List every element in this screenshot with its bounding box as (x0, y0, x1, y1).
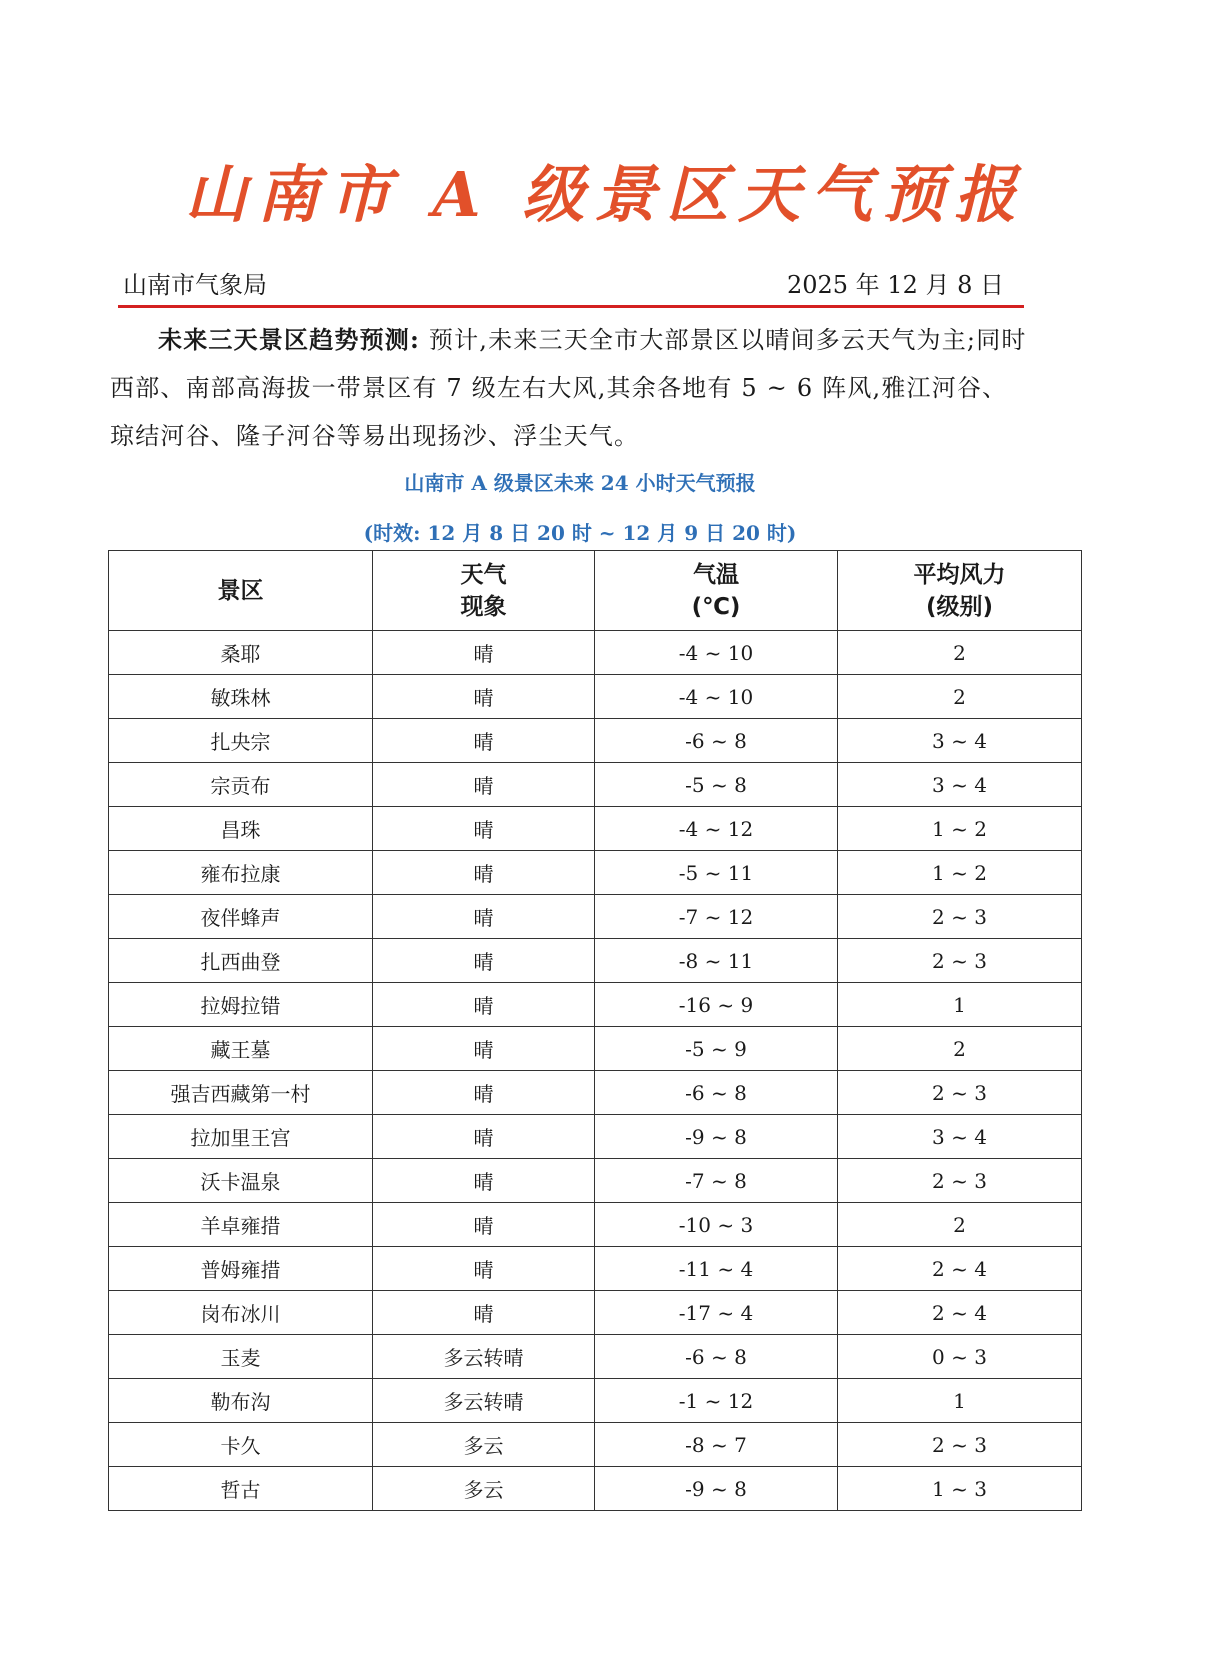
header-temp-line2: (℃) (691, 593, 741, 620)
summary-lead: 未来三天景区趋势预测: (158, 325, 421, 354)
cell-scenic: 昌珠 (109, 807, 373, 851)
cell-wind: 1 ~ 3 (838, 1467, 1082, 1511)
cell-wind: 2 ~ 4 (838, 1247, 1082, 1291)
cell-wind: 2 ~ 3 (838, 895, 1082, 939)
table-row (109, 1027, 1082, 1071)
cell-weather: 晴 (373, 851, 595, 895)
cell-temperature: -9 ~ 8 (595, 1115, 838, 1159)
cell-wind: 2 ~ 3 (838, 1159, 1082, 1203)
cell-weather: 多云转晴 (373, 1379, 595, 1423)
table-row (109, 939, 1082, 983)
table-title: 山南市 A 级景区未来 24 小时天气预报 (404, 471, 756, 495)
cell-weather: 晴 (373, 719, 595, 763)
cell-temperature: -8 ~ 11 (595, 939, 838, 983)
cell-temperature: -5 ~ 11 (595, 851, 838, 895)
table-row (109, 1423, 1082, 1467)
table-row (109, 807, 1082, 851)
cell-scenic: 扎央宗 (109, 719, 373, 763)
cell-wind: 2 (838, 631, 1082, 675)
table-row (109, 1203, 1082, 1247)
cell-weather: 晴 (373, 983, 595, 1027)
cell-temperature: -9 ~ 8 (595, 1467, 838, 1511)
cell-temperature: -16 ~ 9 (595, 983, 838, 1027)
cell-scenic: 拉姆拉错 (109, 983, 373, 1027)
cell-wind: 2 ~ 3 (838, 1423, 1082, 1467)
header-wind-line1: 平均风力 (913, 561, 1006, 588)
cell-temperature: -10 ~ 3 (595, 1203, 838, 1247)
table-row (109, 1467, 1082, 1511)
cell-temperature: -17 ~ 4 (595, 1291, 838, 1335)
table-row (109, 631, 1082, 675)
header-temperature (595, 551, 838, 631)
cell-scenic: 桑耶 (109, 631, 373, 675)
cell-temperature: -5 ~ 8 (595, 763, 838, 807)
cell-weather: 多云 (373, 1467, 595, 1511)
cell-scenic: 藏王墓 (109, 1027, 373, 1071)
cell-wind: 3 ~ 4 (838, 719, 1082, 763)
table-row (109, 1335, 1082, 1379)
cell-scenic: 卡久 (109, 1423, 373, 1467)
table-row (109, 719, 1082, 763)
cell-weather: 晴 (373, 1247, 595, 1291)
cell-scenic: 沃卡温泉 (109, 1159, 373, 1203)
header-wind-line2: (级别) (925, 593, 994, 620)
cell-weather: 晴 (373, 895, 595, 939)
cell-weather: 晴 (373, 807, 595, 851)
table-row (109, 1379, 1082, 1423)
cell-weather: 多云 (373, 1423, 595, 1467)
cell-wind: 2 ~ 3 (838, 939, 1082, 983)
cell-temperature: -11 ~ 4 (595, 1247, 838, 1291)
cell-weather: 晴 (373, 1291, 595, 1335)
cell-weather: 晴 (373, 675, 595, 719)
cell-weather: 晴 (373, 1159, 595, 1203)
cell-weather: 晴 (373, 939, 595, 983)
cell-temperature: -7 ~ 8 (595, 1159, 838, 1203)
cell-wind: 1 ~ 2 (838, 851, 1082, 895)
cell-wind: 2 ~ 3 (838, 1071, 1082, 1115)
cell-scenic: 勒布沟 (109, 1379, 373, 1423)
cell-wind: 2 (838, 1027, 1082, 1071)
cell-temperature: -6 ~ 8 (595, 1335, 838, 1379)
cell-wind: 1 ~ 2 (838, 807, 1082, 851)
cell-wind: 2 (838, 675, 1082, 719)
cell-temperature: -6 ~ 8 (595, 719, 838, 763)
table-row (109, 675, 1082, 719)
cell-scenic: 敏珠林 (109, 675, 373, 719)
table-row (109, 851, 1082, 895)
table-row (109, 1071, 1082, 1115)
cell-scenic: 哲古 (109, 1467, 373, 1511)
cell-wind: 2 ~ 4 (838, 1291, 1082, 1335)
cell-scenic: 强吉西藏第一村 (109, 1071, 373, 1115)
cell-weather: 晴 (373, 631, 595, 675)
forecast-table (108, 550, 1082, 1511)
issue-date: 2025 年 12 月 8 日 (786, 271, 1004, 299)
cell-scenic: 雍布拉康 (109, 851, 373, 895)
cell-temperature: -8 ~ 7 (595, 1423, 838, 1467)
cell-temperature: -4 ~ 10 (595, 631, 838, 675)
cell-weather: 晴 (373, 1115, 595, 1159)
header-temp-line1: 气温 (693, 561, 739, 588)
page-title: 山南市 A 级景区天气预报 (184, 158, 1027, 231)
cell-weather: 晴 (373, 1071, 595, 1115)
table-row (109, 763, 1082, 807)
cell-wind: 3 ~ 4 (838, 1115, 1082, 1159)
table-row (109, 983, 1082, 1027)
cell-scenic: 普姆雍措 (109, 1247, 373, 1291)
header-wind (838, 551, 1082, 631)
cell-scenic: 羊卓雍措 (109, 1203, 373, 1247)
cell-temperature: -1 ~ 12 (595, 1379, 838, 1423)
table-row (109, 1247, 1082, 1291)
cell-scenic: 玉麦 (109, 1335, 373, 1379)
cell-temperature: -6 ~ 8 (595, 1071, 838, 1115)
cell-wind: 3 ~ 4 (838, 763, 1082, 807)
table-header-row (109, 551, 1082, 631)
header-weather-line2: 现象 (460, 593, 507, 620)
header-scenic-label: 景区 (217, 577, 264, 604)
cell-weather: 晴 (373, 1027, 595, 1071)
header-weather-line1: 天气 (460, 561, 507, 588)
cell-scenic: 夜伴蜂声 (109, 895, 373, 939)
cell-temperature: -4 ~ 10 (595, 675, 838, 719)
cell-scenic: 拉加里王宫 (109, 1115, 373, 1159)
table-validity: (时效: 12 月 8 日 20 时 ~ 12 月 9 日 20 时) (363, 521, 797, 545)
table-row (109, 895, 1082, 939)
cell-wind: 1 (838, 1379, 1082, 1423)
cell-temperature: -5 ~ 9 (595, 1027, 838, 1071)
summary-text: 预计,未来三天全市大部景区以晴间多云天气为主;同时西部、南部高海拔一带景区有 7 级左右大风,其余各地有 5 ~ 6 阵风,雅江河谷、琼结河谷、隆子河谷等易出现扬沙、浮尘天气。 (110, 326, 1027, 450)
cell-weather: 晴 (373, 1203, 595, 1247)
issuer: 山南市气象局 (123, 271, 267, 299)
cell-wind: 0 ~ 3 (838, 1335, 1082, 1379)
table-row (109, 1159, 1082, 1203)
cell-scenic: 岗布冰川 (109, 1291, 373, 1335)
table-row (109, 1115, 1082, 1159)
cell-wind: 2 (838, 1203, 1082, 1247)
cell-scenic: 宗贡布 (109, 763, 373, 807)
cell-scenic: 扎西曲登 (109, 939, 373, 983)
cell-weather: 多云转晴 (373, 1335, 595, 1379)
trend-summary (110, 316, 1030, 460)
cell-temperature: -4 ~ 12 (595, 807, 838, 851)
issuer-date-line (118, 269, 1024, 308)
cell-wind: 1 (838, 983, 1082, 1027)
table-row (109, 1291, 1082, 1335)
cell-weather: 晴 (373, 763, 595, 807)
header-scenic (109, 551, 373, 631)
cell-temperature: -7 ~ 12 (595, 895, 838, 939)
header-weather (373, 551, 595, 631)
